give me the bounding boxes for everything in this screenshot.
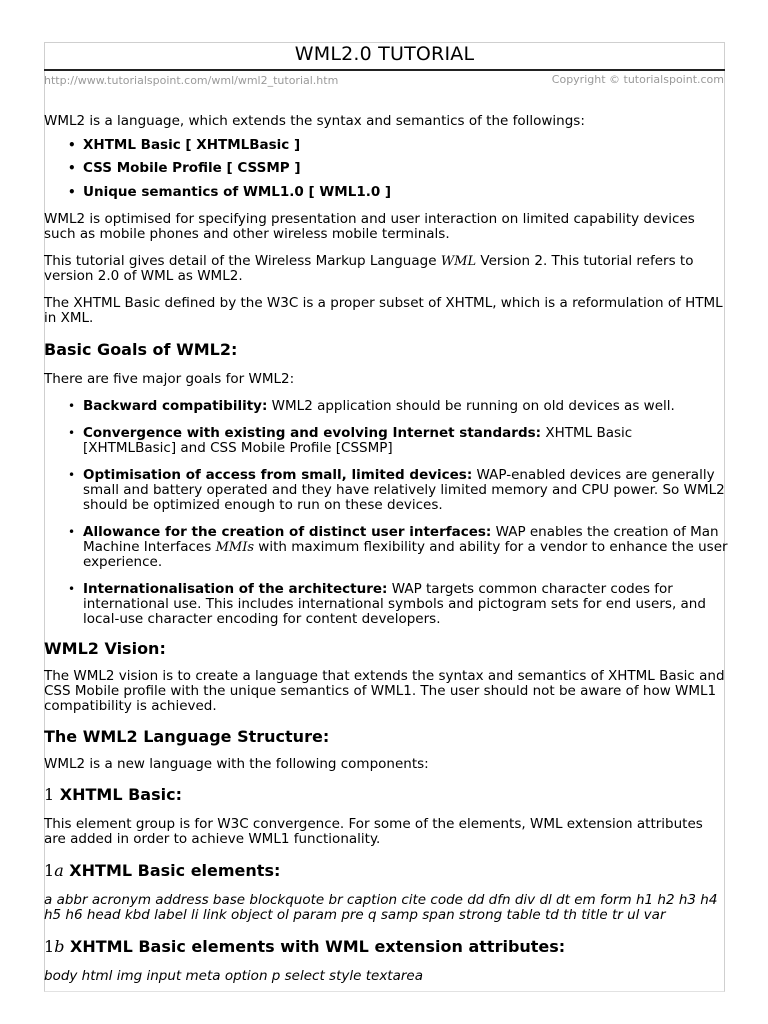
list-item: • Convergence with existing and evolving Internet standards: XHTML Basic [XHTMLBasic] and CSS Mobile Profile [CSSMP] bbox=[44, 426, 728, 456]
list-item: • CSS Mobile Profile [ CSSMP ] bbox=[44, 161, 728, 176]
section-1b-heading: 1b XHTML Basic elements with WML extension attributes: bbox=[44, 937, 566, 956]
list-item: • Backward compatibility: WML2 application should be running on old devices as well. bbox=[44, 399, 728, 414]
tutorial-paragraph: This tutorial gives detail of the Wireless Markup Language WML Version 2. This tutorial refers to version 2.0 of WML as WML2. bbox=[44, 253, 694, 284]
section-1a-elements: a abbr acronym address base blockquote br caption cite code dd dfn div dl dt em form h1 h2 h3 h4 h5 h6 head kbd label li link object ol param pre q samp span strong table td th title tr ul var bbox=[44, 892, 718, 923]
list-item: • XHTML Basic [ XHTMLBasic ] bbox=[44, 138, 728, 153]
structure-lead: WML2 is a new language with the following components: bbox=[44, 756, 429, 772]
list-item: • Optimisation of access from small, limited devices: WAP-enabled devices are generally small and battery operated and they have relatively limited memory and CPU power. So WML2 should be optimized enough to run on these devices. bbox=[44, 468, 728, 513]
goals-lead: There are five major goals for WML2: bbox=[44, 371, 295, 387]
source-url: http://www.tutorialspoint.com/wml/wml2_tutorial.htm bbox=[44, 74, 339, 87]
vision-paragraph: The WML2 vision is to create a language that extends the syntax and semantics of XHTML Basic and CSS Mobile profile with the unique semantics of WML1. The user should not be aware of how WML1 compatibility is achieved. bbox=[44, 668, 725, 714]
title-divider bbox=[44, 69, 725, 71]
section-1b-elements: body html img input meta option p select style textarea bbox=[44, 968, 424, 984]
wml-term: WML bbox=[440, 254, 477, 269]
section-1-paragraph: This element group is for W3C convergence. For some of the elements, WML extension attributes are added in order to achieve WML1 functionality. bbox=[44, 816, 703, 847]
copyright-notice: Copyright © tutorialspoint.com bbox=[551, 73, 724, 86]
vision-heading: WML2 Vision: bbox=[44, 639, 166, 658]
goals-heading: Basic Goals of WML2: bbox=[44, 340, 238, 359]
list-item: • Unique semantics of WML1.0 [ WML1.0 ] bbox=[44, 185, 728, 200]
list-item: • Allowance for the creation of distinct user interfaces: WAP enables the creation of Man Machine Interfaces MMIs with maximum flexibility and ability for a vendor to enhance the user experience. bbox=[44, 525, 728, 570]
xhtml-basic-paragraph: The XHTML Basic defined by the W3C is a proper subset of XHTML, which is a reformulation of HTML in XML. bbox=[44, 295, 723, 326]
list-item: • Internationalisation of the architecture: WAP targets common character codes for international use. This includes international symbols and pictogram sets for end users, and local-use character encoding for content developers. bbox=[44, 582, 728, 627]
optimised-paragraph: WML2 is optimised for specifying presentation and user interaction on limited capability devices such as mobile phones and other wireless mobile terminals. bbox=[44, 211, 695, 242]
intro-list bbox=[44, 138, 728, 200]
article-body bbox=[44, 112, 728, 984]
mmis-term: MMIs bbox=[215, 540, 255, 555]
intro-paragraph: WML2 is a language, which extends the syntax and semantics of the followings: bbox=[44, 113, 585, 129]
page-title: WML2.0 TUTORIAL bbox=[294, 43, 475, 65]
section-1a-heading: 1a XHTML Basic elements: bbox=[44, 861, 281, 880]
structure-heading: The WML2 Language Structure: bbox=[44, 727, 330, 746]
section-1-heading: 1 XHTML Basic: bbox=[44, 785, 182, 804]
goals-list bbox=[44, 399, 728, 627]
